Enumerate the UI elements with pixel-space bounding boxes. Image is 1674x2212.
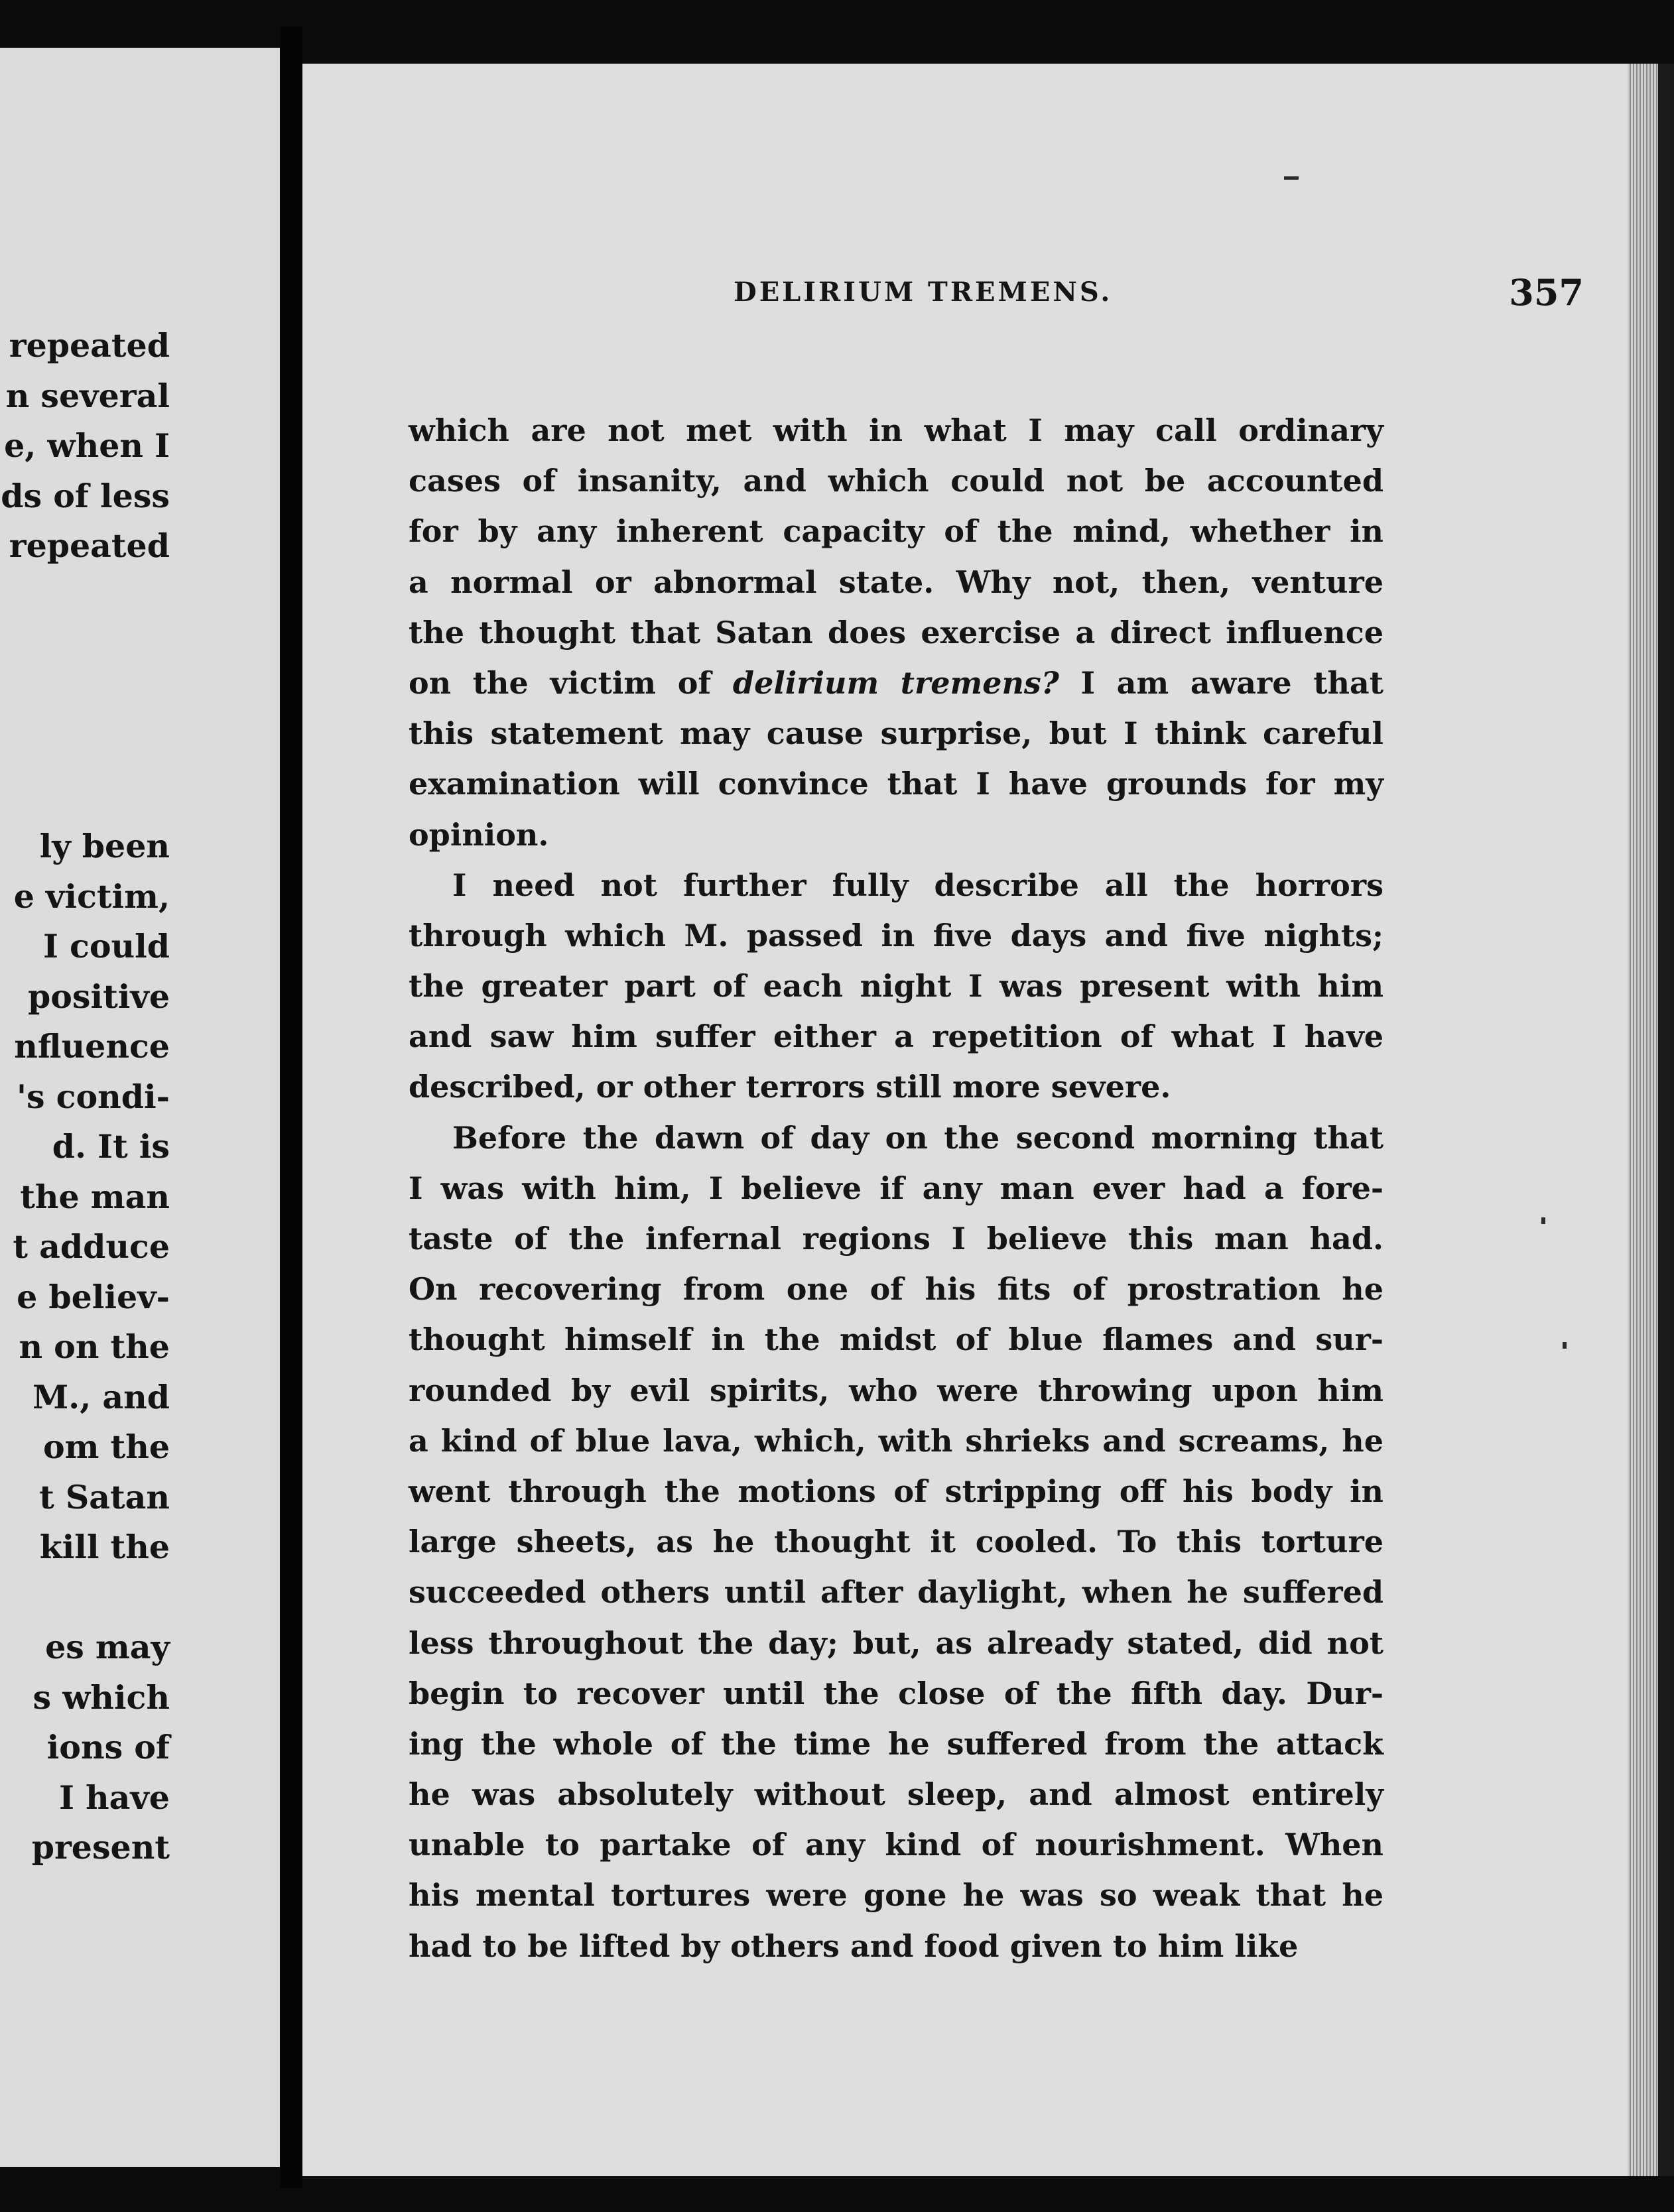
text-line: the thought that Satan does exercise a direct influence: [409, 614, 1384, 650]
left-page-line: the man: [20, 1177, 170, 1216]
text-line: and saw him suffer either a repetition of what I have: [409, 1018, 1384, 1055]
right-page: [302, 64, 1628, 2176]
left-facing-page: [0, 48, 280, 2167]
left-page-line: t Satan: [39, 1477, 170, 1516]
left-page-line: nfluence: [14, 1027, 170, 1066]
text-line: thought himself in the midst of blue flames and sur-: [409, 1321, 1384, 1358]
left-page-blank-line: [0, 572, 170, 622]
text-line: described, or other terrors still more severe.: [409, 1069, 1171, 1105]
book-fore-edge: [1628, 64, 1658, 2176]
book-gutter: [280, 27, 302, 2188]
left-page-line: s which: [32, 1678, 170, 1717]
text-line: I was with him, I believe if any man ever had a fore-: [409, 1170, 1384, 1206]
text-line: his mental tortures were gone he was so weak that he: [409, 1877, 1384, 1914]
text-line: large sheets, as he thought it cooled. To this torture: [409, 1524, 1384, 1560]
text-line: cases of insanity, and which could not be accounted: [409, 463, 1384, 499]
text-line: examination will convince that I have grounds for my: [409, 766, 1384, 802]
left-page-line: t adduce: [13, 1227, 170, 1266]
text-line: taste of the infernal regions I believe this man had.: [409, 1221, 1384, 1257]
text-line: went through the motions of stripping off his body in: [409, 1473, 1384, 1509]
ink-speck: [1541, 1217, 1545, 1224]
text-line: through which M. passed in five days and five nights;: [409, 917, 1384, 953]
text-line: begin to recover until the close of the fifth day. Dur-: [409, 1675, 1384, 1711]
book-edge-shadow: [1658, 64, 1674, 2176]
left-page-text-fragments: [0, 321, 170, 1873]
left-page-line: positive: [27, 977, 170, 1016]
left-page-line: e, when I: [4, 426, 170, 465]
text-line: had to be lifted by others and food given to him like: [409, 1928, 1299, 1964]
left-page-line: d. It is: [52, 1127, 170, 1166]
left-page-line: ly been: [39, 827, 170, 865]
left-page-line: I could: [43, 927, 170, 965]
text-line: On recovering from one of his fits of prostration he: [409, 1271, 1384, 1308]
text-line: a normal or abnormal state. Why not, then, venture: [409, 564, 1384, 600]
left-page-blank-line: [0, 1573, 170, 1623]
running-head-title: DELIRIUM TREMENS.: [734, 276, 1113, 308]
left-page-line: es may: [45, 1628, 170, 1666]
left-page-line: n several: [5, 376, 170, 415]
left-page-line: M., and: [32, 1377, 170, 1416]
page-number: 357: [1509, 271, 1584, 314]
left-page-line: e believ-: [17, 1277, 170, 1316]
left-page-line: ds of less: [1, 476, 170, 515]
left-page-line: repeated: [9, 326, 170, 365]
text-line: Before the dawn of day on the second morning that: [452, 1119, 1384, 1156]
paragraph: [409, 1113, 1384, 1971]
running-head: [302, 263, 1628, 322]
body-text: [409, 405, 1384, 1971]
left-page-blank-line: [0, 721, 170, 772]
ink-speck: [1563, 1342, 1567, 1349]
text-line: he was absolutely without sleep, and almost entirely: [409, 1776, 1384, 1813]
left-page-line: e victim,: [13, 877, 170, 916]
left-page-line: 's condi-: [16, 1077, 170, 1116]
ink-speck: [1284, 176, 1299, 180]
text-line: succeeded others until after daylight, when he suffered: [409, 1574, 1384, 1611]
left-page-line: om the: [42, 1428, 170, 1466]
left-page-blank-line: [0, 621, 170, 672]
left-page-line: n on the: [19, 1327, 170, 1366]
left-page-line: kill the: [39, 1528, 170, 1566]
left-page-blank-line: [0, 772, 170, 822]
text-line: rounded by evil spirits, who were throwing upon him: [409, 1372, 1384, 1408]
text-line: less throughout the day; but, as already stated, did not: [409, 1625, 1384, 1661]
left-page-line: repeated: [9, 526, 170, 565]
left-page-line: ions of: [46, 1728, 170, 1766]
text-line: opinion.: [409, 816, 549, 853]
paragraph: [409, 405, 1384, 860]
text-line: ing the whole of the time he suffered from the attack: [409, 1725, 1384, 1762]
left-page-line: present: [31, 1828, 170, 1867]
text-line: I need not further fully describe all the horrors: [452, 867, 1384, 903]
text-line: this statement may cause surprise, but I think careful: [409, 715, 1384, 752]
text-line: unable to partake of any kind of nourishment. When: [409, 1827, 1384, 1863]
text-line: for by any inherent capacity of the mind, whether in: [409, 513, 1384, 550]
text-line: on the victim of delirium tremens? I am aware that: [409, 664, 1384, 701]
text-line: which are not met with in what I may call ordinary: [409, 412, 1384, 448]
paragraph: [409, 860, 1384, 1113]
text-line: a kind of blue lava, which, with shrieks and screams, he: [409, 1422, 1384, 1459]
left-page-line: I have: [58, 1778, 170, 1817]
left-page-blank-line: [0, 672, 170, 722]
text-line: the greater part of each night I was present with him: [409, 968, 1384, 1005]
